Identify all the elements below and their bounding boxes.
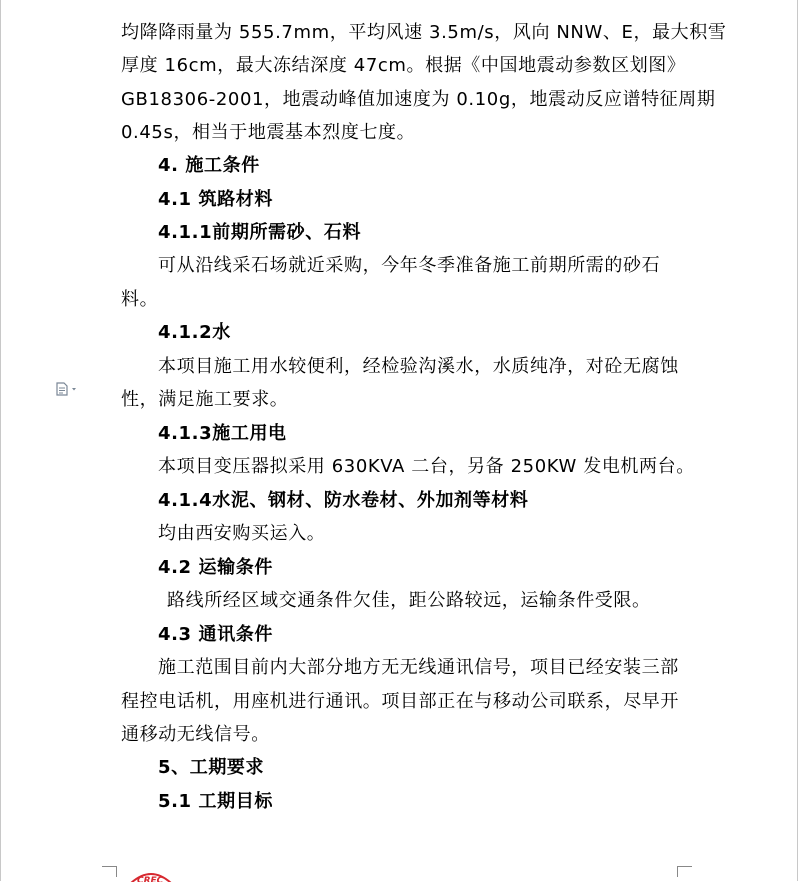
section-heading: 4.1.1前期所需砂、石料 bbox=[158, 222, 362, 243]
paragraph-line: 可从沿线采石场就近采购，今年冬季准备施工前期所需的砂石 bbox=[158, 255, 661, 276]
paragraph-line: 本项目施工用水较便利，经检验沟溪水，水质纯净，对砼无腐蚀 bbox=[158, 356, 679, 377]
page-corner-mark bbox=[102, 866, 117, 877]
paragraph-line: 料。 bbox=[121, 289, 159, 310]
paragraph-line: 路线所经区域交通条件欠佳，距公路较远，运输条件受限。 bbox=[167, 590, 651, 611]
section-heading: 4.1.4水泥、钢材、防水卷材、外加剂等材料 bbox=[158, 490, 529, 511]
paragraph-line: 均降降雨量为 555.7mm，平均风速 3.5m/s，风向 NNW、E，最大积雪 bbox=[121, 22, 727, 43]
section-heading: 4. 施工条件 bbox=[158, 155, 260, 176]
section-heading: 5、工期要求 bbox=[158, 757, 265, 778]
section-heading: 4.1.2水 bbox=[158, 322, 231, 343]
paragraph-line: 均由西安购买运入。 bbox=[158, 523, 326, 544]
section-heading: 4.2 运输条件 bbox=[158, 557, 273, 578]
paragraph-line: 0.45s，相当于地震基本烈度七度。 bbox=[121, 122, 416, 143]
paragraph-line: 性，满足施工要求。 bbox=[121, 389, 289, 410]
paragraph-line: 程控电话机，用座机进行通讯。项目部正在与移动公司联系，尽早开 bbox=[121, 691, 679, 712]
document-options-icon[interactable] bbox=[55, 381, 79, 395]
paragraph-line: 通移动无线信号。 bbox=[121, 724, 270, 745]
paragraph-line: 厚度 16cm，最大冻结深度 47cm。根据《中国地震动参数区划图》 bbox=[121, 55, 686, 76]
paragraph-line: 本项目变压器拟采用 630KVA 二台，另备 250KW 发电机两台。 bbox=[158, 456, 695, 477]
section-heading: 4.1.3施工用电 bbox=[158, 423, 287, 444]
page-corner-mark bbox=[677, 866, 692, 877]
paragraph-line: 施工范围目前内大部分地方无无线通讯信号，项目已经安装三部 bbox=[158, 657, 679, 678]
section-heading: 5.1 工期目标 bbox=[158, 791, 273, 812]
svg-text:CREC: CREC bbox=[137, 876, 164, 882]
section-heading: 4.1 筑路材料 bbox=[158, 189, 273, 210]
paragraph-line: GB18306-2001，地震动峰值加速度为 0.10g，地震动反应谱特征周期 bbox=[121, 89, 716, 110]
company-logo bbox=[129, 868, 173, 882]
section-heading: 4.3 通讯条件 bbox=[158, 624, 273, 645]
